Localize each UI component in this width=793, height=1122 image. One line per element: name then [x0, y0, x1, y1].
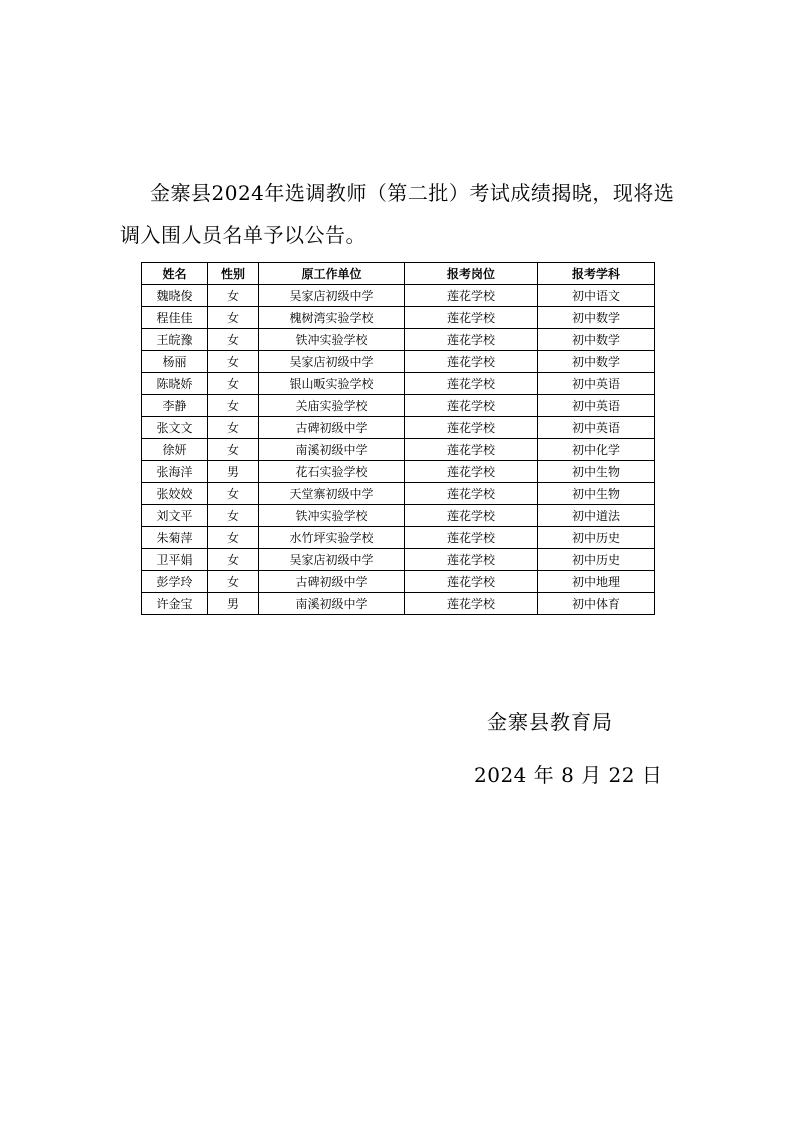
cell-gender: 女 [208, 285, 259, 307]
cell-gender: 男 [208, 593, 259, 615]
cell-applied-post: 莲花学校 [405, 417, 538, 439]
table-row [142, 571, 655, 593]
table-body [142, 285, 655, 615]
cell-applied-subject: 初中体育 [538, 593, 655, 615]
cell-applied-subject: 初中历史 [538, 549, 655, 571]
cell-applied-post: 莲花学校 [405, 395, 538, 417]
cell-name: 张海洋 [142, 461, 208, 483]
cell-applied-subject: 初中地理 [538, 571, 655, 593]
table-row [142, 549, 655, 571]
cell-original-unit: 南溪初级中学 [259, 439, 405, 461]
cell-gender: 女 [208, 571, 259, 593]
announcement-intro: 金寨县2024年选调教师（第二批）考试成绩揭晓，现将选调入围人员名单予以公告。 [120, 181, 675, 247]
cell-name: 程佳佳 [142, 307, 208, 329]
table-row [142, 351, 655, 373]
cell-gender: 女 [208, 483, 259, 505]
cell-name: 徐妍 [142, 439, 208, 461]
header-original-unit: 原工作单位 [259, 263, 405, 285]
cell-gender: 女 [208, 307, 259, 329]
cell-applied-subject: 初中英语 [538, 373, 655, 395]
cell-applied-post: 莲花学校 [405, 571, 538, 593]
cell-name: 卫平娟 [142, 549, 208, 571]
cell-applied-subject: 初中英语 [538, 417, 655, 439]
cell-applied-subject: 初中数学 [538, 329, 655, 351]
cell-applied-post: 莲花学校 [405, 549, 538, 571]
header-applied-post: 报考岗位 [405, 263, 538, 285]
cell-gender: 男 [208, 461, 259, 483]
cell-name: 张文文 [142, 417, 208, 439]
cell-applied-subject: 初中化学 [538, 439, 655, 461]
cell-name: 朱菊萍 [142, 527, 208, 549]
cell-name: 许金宝 [142, 593, 208, 615]
cell-applied-post: 莲花学校 [405, 439, 538, 461]
cell-original-unit: 吴家店初级中学 [259, 351, 405, 373]
header-gender: 性别 [208, 263, 259, 285]
cell-applied-subject: 初中生物 [538, 483, 655, 505]
cell-applied-post: 莲花学校 [405, 461, 538, 483]
table-row [142, 395, 655, 417]
cell-name: 陈晓娇 [142, 373, 208, 395]
cell-original-unit: 古碑初级中学 [259, 571, 405, 593]
cell-original-unit: 古碑初级中学 [259, 417, 405, 439]
cell-applied-post: 莲花学校 [405, 285, 538, 307]
cell-applied-post: 莲花学校 [405, 351, 538, 373]
cell-applied-post: 莲花学校 [405, 373, 538, 395]
cell-gender: 女 [208, 373, 259, 395]
cell-original-unit: 水竹坪实验学校 [259, 527, 405, 549]
cell-applied-subject: 初中数学 [538, 307, 655, 329]
cell-applied-post: 莲花学校 [405, 527, 538, 549]
table-row [142, 285, 655, 307]
table-row [142, 593, 655, 615]
table-row [142, 505, 655, 527]
issuer-signature: 金寨县教育局 [487, 710, 613, 734]
cell-original-unit: 槐树湾实验学校 [259, 307, 405, 329]
cell-gender: 女 [208, 329, 259, 351]
cell-original-unit: 关庙实验学校 [259, 395, 405, 417]
table-row [142, 527, 655, 549]
cell-gender: 女 [208, 351, 259, 373]
cell-gender: 女 [208, 527, 259, 549]
cell-name: 张姣姣 [142, 483, 208, 505]
cell-applied-subject: 初中生物 [538, 461, 655, 483]
cell-original-unit: 花石实验学校 [259, 461, 405, 483]
cell-applied-post: 莲花学校 [405, 593, 538, 615]
cell-gender: 女 [208, 395, 259, 417]
cell-applied-post: 莲花学校 [405, 307, 538, 329]
cell-applied-subject: 初中数学 [538, 351, 655, 373]
cell-original-unit: 铁冲实验学校 [259, 505, 405, 527]
cell-applied-subject: 初中语文 [538, 285, 655, 307]
cell-name: 彭学玲 [142, 571, 208, 593]
cell-name: 魏晓俊 [142, 285, 208, 307]
table-row [142, 373, 655, 395]
cell-name: 李静 [142, 395, 208, 417]
cell-name: 王皖豫 [142, 329, 208, 351]
cell-applied-subject: 初中道法 [538, 505, 655, 527]
cell-applied-subject: 初中英语 [538, 395, 655, 417]
table-row [142, 483, 655, 505]
cell-original-unit: 银山畈实验学校 [259, 373, 405, 395]
table-row [142, 417, 655, 439]
cell-name: 杨丽 [142, 351, 208, 373]
table-row [142, 439, 655, 461]
cell-original-unit: 吴家店初级中学 [259, 549, 405, 571]
table-header-row [142, 263, 655, 285]
cell-applied-post: 莲花学校 [405, 329, 538, 351]
header-name: 姓名 [142, 263, 208, 285]
table-row [142, 329, 655, 351]
cell-gender: 女 [208, 505, 259, 527]
selected-teachers-table [141, 262, 655, 615]
cell-original-unit: 铁冲实验学校 [259, 329, 405, 351]
cell-original-unit: 南溪初级中学 [259, 593, 405, 615]
cell-applied-subject: 初中历史 [538, 527, 655, 549]
cell-applied-post: 莲花学校 [405, 505, 538, 527]
cell-original-unit: 天堂寨初级中学 [259, 483, 405, 505]
table-row [142, 461, 655, 483]
cell-gender: 女 [208, 417, 259, 439]
cell-name: 刘文平 [142, 505, 208, 527]
table-row [142, 307, 655, 329]
issue-date: 2024 年 8 月 22 日 [474, 763, 663, 787]
cell-gender: 女 [208, 549, 259, 571]
cell-gender: 女 [208, 439, 259, 461]
cell-applied-post: 莲花学校 [405, 483, 538, 505]
header-applied-subject: 报考学科 [538, 263, 655, 285]
cell-original-unit: 吴家店初级中学 [259, 285, 405, 307]
